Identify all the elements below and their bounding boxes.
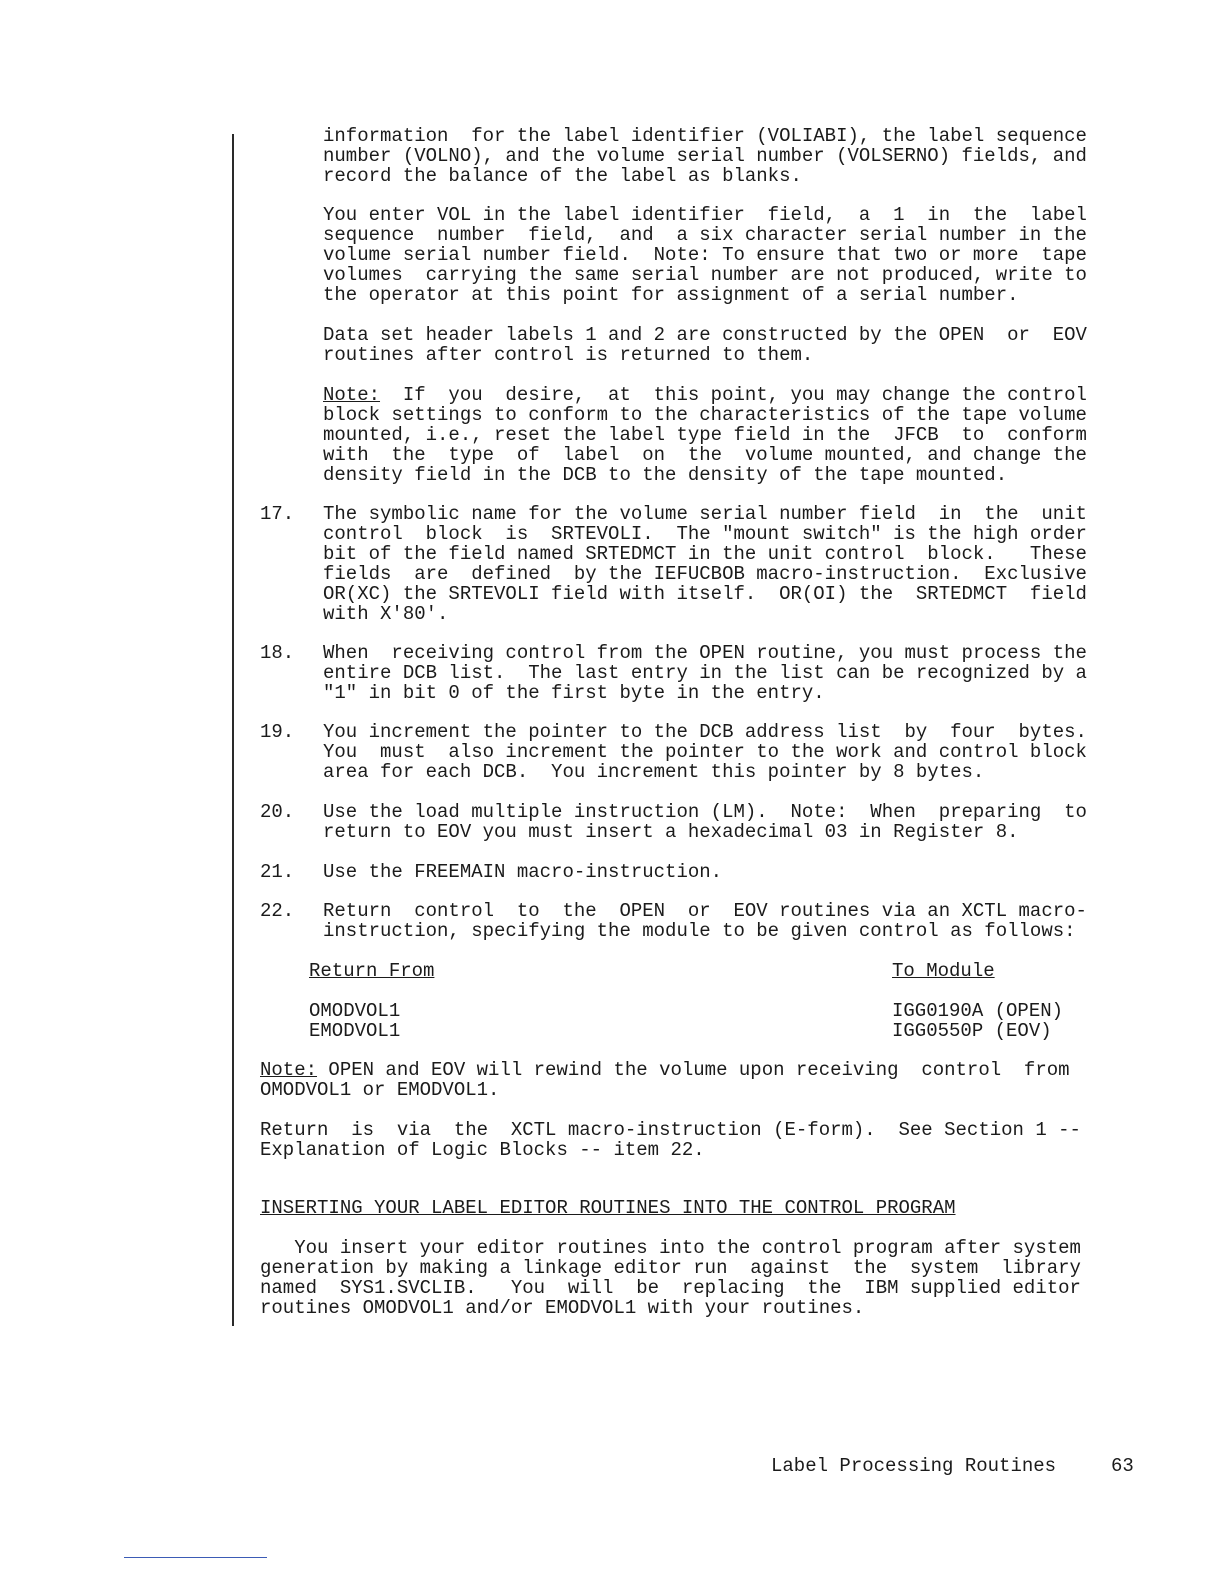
table-col-to-module: IGG0190A (OPEN) IGG0550P (EOV) [892,1000,1064,1042]
paragraph-return: Return is via the XCTL macro-instruction (E-form). See Section 1 -- Explanation of Logic Blocks -- item 22. [260,1119,1081,1161]
item-number-20: 20. [260,801,295,823]
table-col-return-from: OMODVOL1 EMODVOL1 [309,1000,401,1042]
item-text-20: Use the load multiple instruction (LM). Note: When preparing to return to EOV you must insert a hexadecimal 03 in Register 8. [323,801,1087,843]
footer-rule [124,1557,267,1558]
item-number-19: 19. [260,721,295,743]
item-text-17: The symbolic name for the volume serial number field in the unit control block is SRTEVOLI. The "mount switch" is the high order bit of the field named SRTEDMCT in the unit control block. These fields are defined by the IEFUCBOB macro-instruction. Exclusive OR(XC) the SRTEVOLI field with itself. OR(OI) the SRTEDMCT field with X'80'. [323,503,1087,625]
table-header-return-from: Return From [309,960,435,982]
change-bar [232,134,234,1326]
note-label: Note: [323,384,381,406]
note-text: OPEN and EOV will rewind the volume upon receiving control from OMODVOL1 or EMODVOL1. [260,1059,1070,1101]
item-number-18: 18. [260,642,295,664]
paragraph-label-info: information for the label identifier (VOLIABI), the label sequence number (VOLNO), and the volume serial number (VOLSERNO) fields, and record the balance of the label as blanks. [323,125,1087,187]
section-heading: INSERTING YOUR LABEL EDITOR ROUTINES INTO THE CONTROL PROGRAM [260,1197,956,1219]
item-number-21: 21. [260,861,295,883]
item-number-17: 17. [260,503,295,525]
note-text: If you desire, at this point, you may change the control block settings to conform to the characteristics of the tape volume mounted, i.e., reset the label type field in the JFCB to conform with the type of label on the volume mounted, and change the density field in the DCB to the density of the tape mounted. [323,384,1087,486]
paragraph-vol-entry: You enter VOL in the label identifier field, a 1 in the label sequence number field, and a six character serial number in the volume serial number field. Note: To ensure that two or more tape volumes carrying the same serial number are not produced, write to the operator at this point for assignment of a serial number. [323,204,1087,306]
page-number: 63 [1111,1455,1134,1477]
item-text-18: When receiving control from the OPEN routine, you must process the entire DCB list. The last entry in the list can be recognized by a "1" in bit 0 of the first byte in the entry. [323,642,1087,704]
note-label: Note: [260,1059,318,1081]
paragraph-header-labels: Data set header labels 1 and 2 are constructed by the OPEN or EOV routines after control is returned to them. [323,324,1087,366]
item-number-22: 22. [260,900,295,922]
item-text-19: You increment the pointer to the DCB address list by four bytes. You must also increment the pointer to the work and control block area for each DCB. You increment this pointer by 8 bytes. [323,721,1087,783]
item-text-22: Return control to the OPEN or EOV routines via an XCTL macro- instruction, specifying the module to be given control as follows: [323,900,1087,942]
table-header-to-module: To Module [892,960,995,982]
note-rewind [260,1061,1070,1101]
paragraph-insert-routines: You insert your editor routines into the control program after system generation by making a linkage editor run against the system library named SYS1.SVCLIB. You will be replacing the IBM supplied editor routines OMODVOL1 and/or EMODVOL1 with your routines. [260,1237,1081,1319]
item-text-21: Use the FREEMAIN macro-instruction. [323,861,723,883]
footer-title: Label Processing Routines [771,1455,1057,1477]
note-control-block [323,386,1087,486]
